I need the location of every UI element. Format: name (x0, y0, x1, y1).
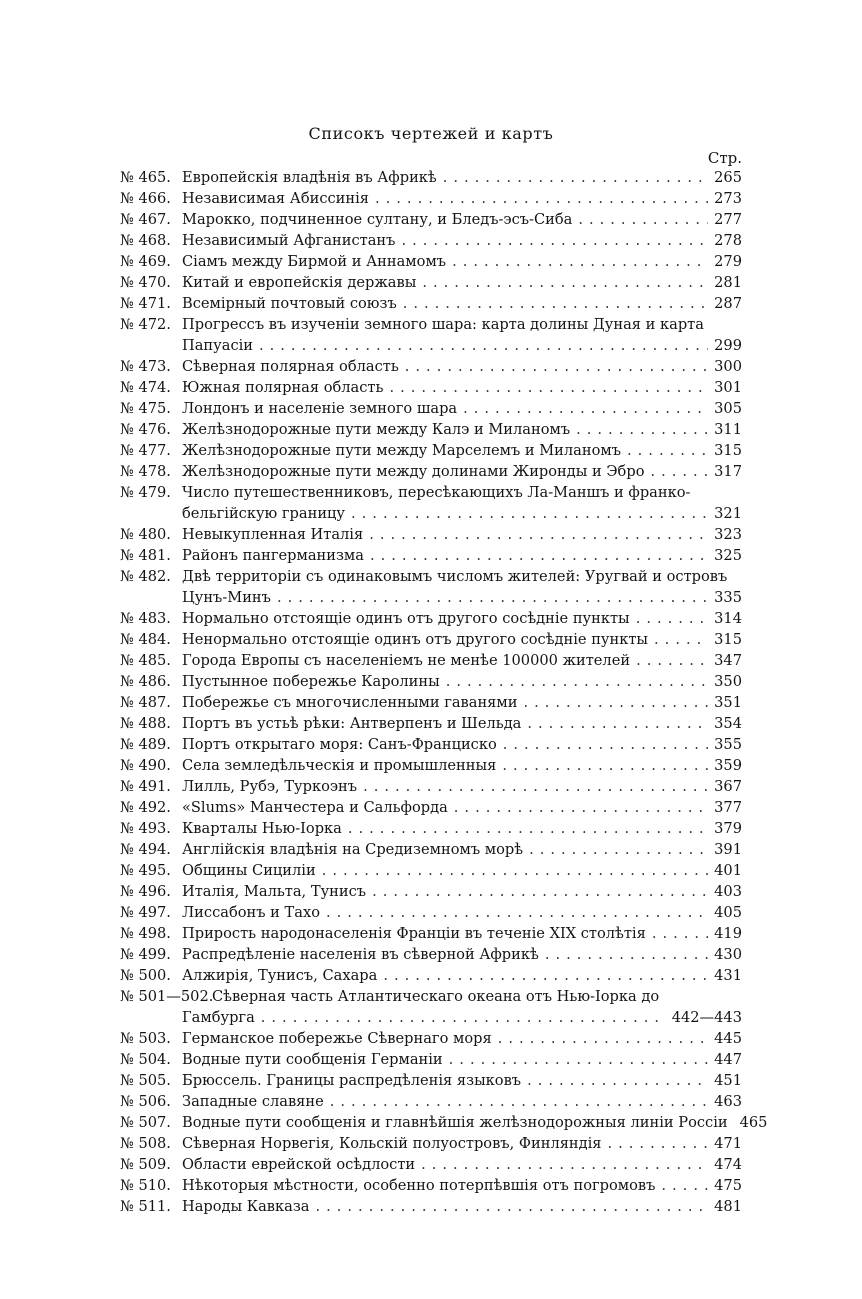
toc-entry (120, 776, 742, 797)
entry-title: Прирость народонаселенія Франціи въ теченіе XIX столѣтія (182, 925, 646, 942)
entry-title: Сѣверная Норвегія, Кольскій полуостровъ, Финляндія (182, 1135, 602, 1152)
page-number: 323 (714, 526, 742, 543)
entry-number: № 476. (120, 421, 171, 438)
toc-entry (120, 524, 742, 545)
toc-entry (120, 1070, 742, 1091)
entry-title: «Slums» Манчестера и Сальфорда (182, 799, 448, 816)
page-number: 325 (714, 547, 742, 564)
entry-title: Всемірный почтовый союзъ (182, 295, 397, 312)
toc-entry (120, 902, 742, 923)
toc-entry (120, 230, 742, 251)
page-number: 474 (714, 1156, 742, 1173)
page-number: 351 (714, 694, 742, 711)
entry-number: № 493. (120, 820, 171, 837)
page-column-label: Стр. (707, 149, 742, 167)
toc-entry (120, 314, 742, 356)
dot-leader (316, 1196, 709, 1217)
page-number: 300 (714, 358, 742, 375)
entry-number: № 504. (120, 1051, 171, 1068)
toc-entry (120, 251, 742, 272)
entry-number: № 479. (120, 484, 171, 501)
entry-number: № 511. (120, 1198, 171, 1215)
toc-entry (120, 713, 742, 734)
page-number: 301 (714, 379, 742, 396)
toc-entry (120, 860, 742, 881)
entry-title: Двѣ территоріи съ одинаковымъ числомъ жителей: Уругвай и островъ (182, 568, 728, 585)
dot-leader (576, 419, 708, 440)
entry-title: Общины Сициліи (182, 862, 316, 879)
toc-entry (120, 461, 742, 482)
toc-entry (120, 209, 742, 230)
dot-leader (401, 230, 708, 251)
entry-number: № 477. (120, 442, 171, 459)
entry-title: Германское побережье Сѣвернаго моря (182, 1030, 492, 1047)
entry-number: № 501—502. (120, 988, 214, 1005)
dot-leader (422, 272, 708, 293)
page-number: 305 (714, 400, 742, 417)
dot-leader (523, 692, 708, 713)
dot-leader (545, 944, 708, 965)
page-number: 277 (714, 211, 742, 228)
dot-leader (363, 776, 708, 797)
toc-entry (120, 1133, 742, 1154)
toc-entry (120, 377, 742, 398)
entry-title: Лилль, Рубэ, Туркоэнъ (182, 778, 358, 795)
dot-leader (652, 923, 708, 944)
entry-number: № 489. (120, 736, 171, 753)
entry-number: № 470. (120, 274, 171, 291)
toc-entry (120, 398, 742, 419)
entry-number: № 494. (120, 841, 171, 858)
entry-title: Кварталы Нью-Іорка (182, 820, 342, 837)
entry-number: № 491. (120, 778, 171, 795)
entry-number: № 503. (120, 1030, 171, 1047)
entry-number: № 480. (120, 526, 171, 543)
page-number: 391 (714, 841, 742, 858)
dot-leader (454, 797, 708, 818)
page-number: 287 (714, 295, 742, 312)
entry-title-continued: Цунъ-Минъ (182, 589, 271, 606)
entry-number: № 475. (120, 400, 171, 417)
page-number: 451 (714, 1072, 742, 1089)
toc-entry (120, 965, 742, 986)
dot-leader (654, 629, 708, 650)
dot-leader (405, 356, 708, 377)
toc-entry (120, 293, 742, 314)
dot-leader (449, 1049, 708, 1070)
entry-number: № 467. (120, 211, 171, 228)
page-number: 471 (714, 1135, 742, 1152)
toc-entry (120, 692, 742, 713)
entry-title: Китай и европейскія державы (182, 274, 417, 291)
entry-number: № 505. (120, 1072, 171, 1089)
page-number: 311 (714, 421, 742, 438)
page-number: 335 (714, 589, 742, 606)
page-number: 379 (714, 820, 742, 837)
toc-entry (120, 1091, 742, 1112)
entry-title: Алжирія, Тунисъ, Сахара (182, 967, 378, 984)
entry-number: № 469. (120, 253, 171, 270)
dot-leader (650, 461, 708, 482)
toc-entry (120, 608, 742, 629)
dot-leader (375, 188, 708, 209)
page-number: 367 (714, 778, 742, 795)
toc-entry (120, 629, 742, 650)
toc-entry (120, 650, 742, 671)
dot-leader (351, 503, 708, 524)
entry-number: № 508. (120, 1135, 171, 1152)
entry-title: Портъ въ устьѣ рѣки: Антверпенъ и Шельда (182, 715, 522, 732)
toc-entry (120, 818, 742, 839)
page-title: Списокъ чертежей и картъ (308, 124, 554, 143)
page-number: 354 (714, 715, 742, 732)
page-number: 355 (714, 736, 742, 753)
entry-number: № 487. (120, 694, 171, 711)
entry-number: № 498. (120, 925, 171, 942)
page-number: 475 (714, 1177, 742, 1194)
toc-entry (120, 419, 742, 440)
entry-number: № 468. (120, 232, 171, 249)
dot-leader (370, 545, 708, 566)
toc-entry (120, 1028, 742, 1049)
entry-number: № 465. (120, 169, 171, 186)
entry-number: № 483. (120, 610, 171, 627)
toc-entry (120, 482, 742, 524)
entry-title-continued: Папуасіи (182, 337, 254, 354)
page-number: 279 (714, 253, 742, 270)
page-number: 401 (714, 862, 742, 879)
dot-leader (403, 293, 708, 314)
entry-title: Города Европы съ населеніемъ не менѣе 100000 жителей (182, 652, 631, 669)
dot-leader (326, 902, 708, 923)
toc-entry (120, 167, 742, 188)
dot-leader (446, 671, 708, 692)
dot-leader (527, 713, 708, 734)
page-number: 465 (739, 1114, 768, 1131)
toc-entry (120, 755, 742, 776)
dot-leader (421, 1154, 708, 1175)
entry-number: № 474. (120, 379, 171, 396)
entry-title: Побережье съ многочисленными гаванями (182, 694, 518, 711)
entry-title: Водные пути сообщенія и главнѣйшія желѣзнодорожныя линіи Россіи (182, 1114, 728, 1131)
entry-title: Лондонъ и населеніе земного шара (182, 400, 458, 417)
dot-leader (369, 524, 708, 545)
entry-title: Независимая Абиссинія (182, 190, 370, 207)
dot-leader (578, 209, 708, 230)
entry-number: № 510. (120, 1177, 171, 1194)
dot-leader (636, 650, 708, 671)
dot-leader (503, 734, 708, 755)
entry-title: Пустынное побережье Каролины (182, 673, 440, 690)
entry-number: № 482. (120, 568, 171, 585)
dot-leader (452, 251, 708, 272)
entry-number: № 495. (120, 862, 171, 879)
dot-leader (463, 398, 708, 419)
dot-leader (498, 1028, 708, 1049)
page-number: 442—443 (671, 1009, 742, 1026)
dot-leader (389, 377, 708, 398)
page-number: 315 (714, 631, 742, 648)
entry-number: № 492. (120, 799, 171, 816)
entry-number: № 506. (120, 1093, 171, 1110)
entry-number: № 490. (120, 757, 171, 774)
page-number: 430 (714, 946, 742, 963)
entry-title: Сѣверная полярная область (182, 358, 399, 375)
page-number: 273 (714, 190, 742, 207)
entry-number: № 499. (120, 946, 171, 963)
dot-leader (348, 818, 708, 839)
entry-title: Италія, Мальта, Тунисъ (182, 883, 367, 900)
page-number: 463 (714, 1093, 742, 1110)
toc-entry (120, 356, 742, 377)
dot-leader (502, 755, 708, 776)
toc-entry (120, 1196, 742, 1217)
entry-title: Распредѣленіе населенія въ сѣверной Африкѣ (182, 946, 539, 963)
entry-title: Водные пути сообщенія Германіи (182, 1051, 443, 1068)
entry-title: Желѣзнодорожные пути между Калэ и Миланомъ (182, 421, 571, 438)
page-number: 377 (714, 799, 742, 816)
page-number: 299 (714, 337, 742, 354)
dot-leader (608, 1133, 709, 1154)
entry-number: № 509. (120, 1156, 171, 1173)
entry-title: Народы Кавказа (182, 1198, 310, 1215)
entry-number: № 484. (120, 631, 171, 648)
entry-number: № 486. (120, 673, 171, 690)
page-number: 419 (714, 925, 742, 942)
entry-title: Районъ пангерманизма (182, 547, 364, 564)
toc-entry (120, 272, 742, 293)
dot-leader (383, 965, 708, 986)
toc-entry (120, 440, 742, 461)
dot-leader (661, 1175, 708, 1196)
entry-title: Число путешественниковъ, пересѣкающихъ Ла-Маншъ и франко- (182, 484, 691, 501)
entry-number: № 473. (120, 358, 171, 375)
toc-entry (120, 986, 742, 1028)
toc-entry (120, 1154, 742, 1175)
entry-title-continued: Гамбурга (182, 1009, 255, 1026)
entry-title: Южная полярная область (182, 379, 384, 396)
dot-leader (261, 1007, 666, 1028)
toc-entry (120, 188, 742, 209)
page-number: 265 (714, 169, 742, 186)
entry-number: № 497. (120, 904, 171, 921)
page-number: 278 (714, 232, 742, 249)
toc-entry (120, 944, 742, 965)
page-number: 405 (714, 904, 742, 921)
entry-title: Сіамъ между Бирмой и Аннамомъ (182, 253, 447, 270)
page-number: 314 (714, 610, 742, 627)
toc-entry (120, 797, 742, 818)
entry-number: № 466. (120, 190, 171, 207)
entry-number: № 500. (120, 967, 171, 984)
entry-title: Желѣзнодорожные пути между долинами Жиронды и Эбро (182, 463, 645, 480)
page-number: 403 (714, 883, 742, 900)
toc-entry (120, 881, 742, 902)
dot-leader (527, 1070, 708, 1091)
entry-title: Нѣкоторыя мѣстности, особенно потерпѣвшія отъ погромовъ (182, 1177, 656, 1194)
entry-title: Портъ открытаго моря: Санъ-Франциско (182, 736, 497, 753)
page-number: 481 (714, 1198, 742, 1215)
entry-title-continued: бельгійскую границу (182, 505, 346, 522)
entry-title: Села земледѣльческія и промышленныя (182, 757, 497, 774)
entry-number: № 471. (120, 295, 171, 312)
page-number: 445 (714, 1030, 742, 1047)
dot-leader (627, 440, 708, 461)
entry-title: Лиссабонъ и Тахо (182, 904, 320, 921)
toc-entry (120, 1175, 742, 1196)
toc-entry (120, 1049, 742, 1070)
dot-leader (322, 860, 708, 881)
entry-number: № 472. (120, 316, 171, 333)
dot-leader (330, 1091, 708, 1112)
dot-leader (636, 608, 708, 629)
entry-title: Брюссель. Границы распредѣленія языковъ (182, 1072, 522, 1089)
entry-number: № 496. (120, 883, 171, 900)
entry-number: № 488. (120, 715, 171, 732)
entry-title: Невыкупленная Италія (182, 526, 364, 543)
entry-title: Англійскія владѣнія на Средиземномъ морѣ (182, 841, 524, 858)
page-number: 317 (714, 463, 742, 480)
entry-title: Западные славяне (182, 1093, 324, 1110)
toc-entry (120, 671, 742, 692)
page-number: 347 (714, 652, 742, 669)
page-number: 350 (714, 673, 742, 690)
page-number: 431 (714, 967, 742, 984)
entry-number: № 507. (120, 1114, 171, 1131)
entry-title: Ненормально отстоящіе одинъ отъ другого сосѣдніе пункты (182, 631, 649, 648)
entry-title: Сѣверная часть Атлантическаго океана отъ Нью-Іорка до (212, 988, 660, 1005)
dot-leader (277, 587, 708, 608)
entry-title: Независимый Афганистанъ (182, 232, 396, 249)
page-number: 281 (714, 274, 742, 291)
toc-entry (120, 566, 742, 608)
dot-leader (372, 881, 708, 902)
dot-leader (529, 839, 708, 860)
toc-entry (120, 734, 742, 755)
entry-title: Марокко, подчиненное султану, и Бледъ-эсъ-Сиба (182, 211, 573, 228)
entry-title: Нормально отстоящіе одинъ отъ другого сосѣдніе пункты (182, 610, 630, 627)
toc-entry (120, 839, 742, 860)
toc-entry (120, 545, 742, 566)
page-number: 359 (714, 757, 742, 774)
page-number: 315 (714, 442, 742, 459)
dot-leader (259, 335, 708, 356)
entry-title: Желѣзнодорожные пути между Марселемъ и Миланомъ (182, 442, 622, 459)
toc-entry (120, 923, 742, 944)
entry-number: № 485. (120, 652, 171, 669)
entry-number: № 478. (120, 463, 171, 480)
entry-title: Европейскія владѣнія въ Африкѣ (182, 169, 437, 186)
entry-title: Области еврейской осѣдлости (182, 1156, 416, 1173)
page-number: 447 (714, 1051, 742, 1068)
toc-entry (120, 1112, 768, 1133)
entry-number: № 481. (120, 547, 171, 564)
dot-leader (443, 167, 708, 188)
entry-title: Прогрессъ въ изученіи земного шара: карта долины Дуная и карта (182, 316, 704, 333)
page-number: 321 (714, 505, 742, 522)
